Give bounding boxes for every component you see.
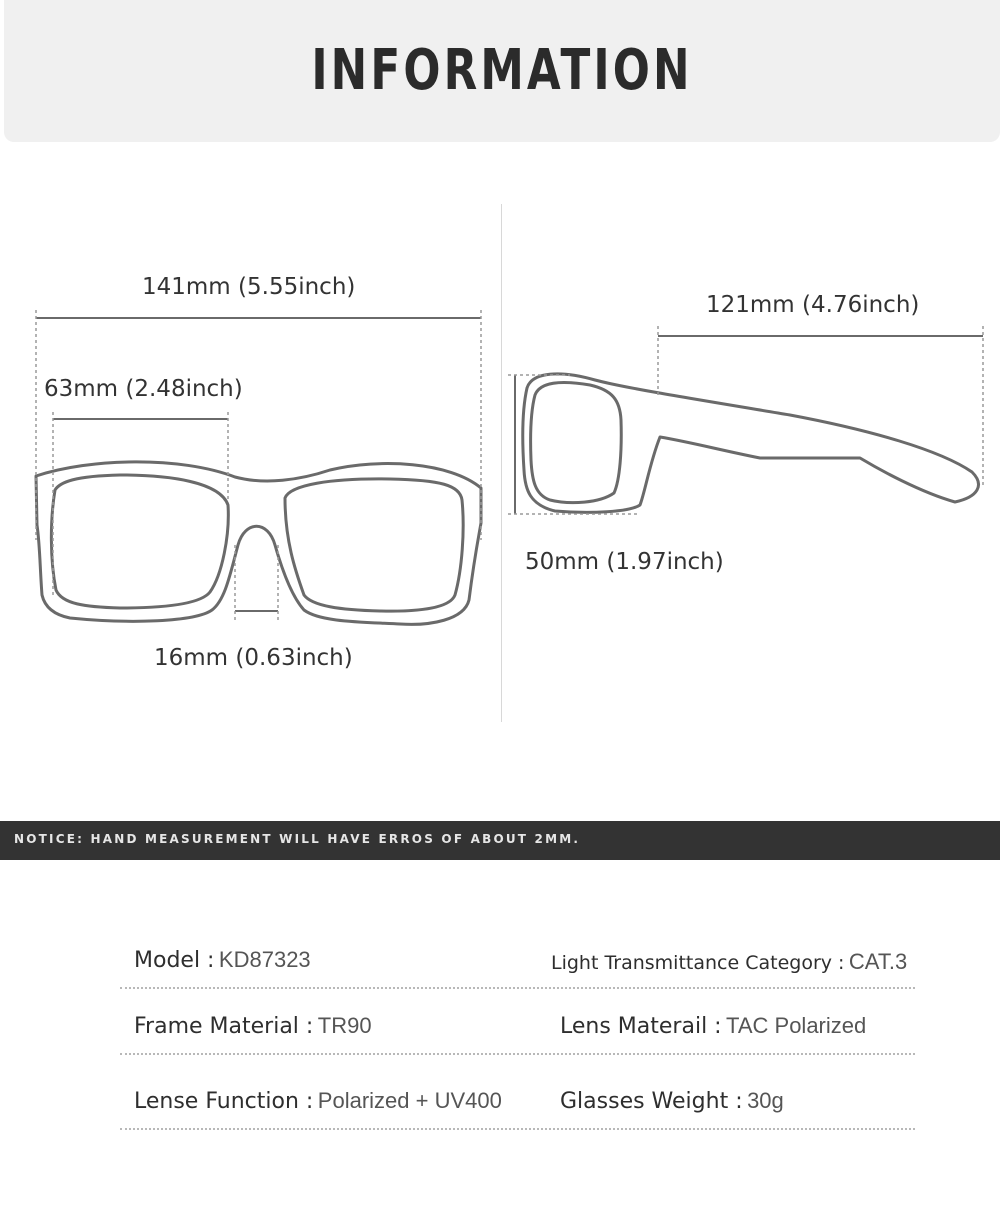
front-frame-outline: [36, 462, 481, 624]
spec-row-function: [120, 1088, 915, 1130]
spec-value: TAC Polarized: [726, 1013, 867, 1038]
spec-value: Polarized + UV400: [317, 1088, 502, 1113]
bridge-label: 16mm (0.63inch): [154, 645, 353, 671]
notice-text: NOTICE: HAND MEASUREMENT WILL HAVE ERROS OF ABOUT 2MM.: [14, 832, 581, 846]
lens-width-label: 63mm (2.48inch): [44, 376, 243, 402]
spec-key: Lens Materail :: [560, 1014, 722, 1039]
side-frame-outline: [523, 374, 979, 512]
spec-row-material: [120, 1013, 915, 1055]
total-width-label: 141mm (5.55inch): [142, 274, 356, 300]
spec-key: Light Transmittance Category :: [551, 952, 845, 974]
spec-key: Model :: [134, 948, 215, 973]
left-lens-outline: [51, 475, 228, 608]
spec-value: KD87323: [218, 947, 311, 972]
side-lens-outline: [531, 382, 622, 502]
spec-key: Frame Material :: [134, 1014, 314, 1039]
spec-value: 30g: [747, 1088, 784, 1113]
right-lens-outline: [285, 479, 463, 611]
lens-height-label: 50mm (1.97inch): [525, 549, 724, 575]
spec-key: Lense Function :: [134, 1089, 314, 1114]
temple-length-label: 121mm (4.76inch): [706, 292, 920, 318]
spec-value: CAT.3: [848, 949, 908, 974]
spec-row-model: [120, 947, 915, 989]
spec-key: Glasses Weight :: [560, 1089, 743, 1114]
spec-value: TR90: [317, 1013, 372, 1038]
notice-bar: [0, 821, 1000, 860]
page-title: INFORMATION: [311, 38, 693, 103]
